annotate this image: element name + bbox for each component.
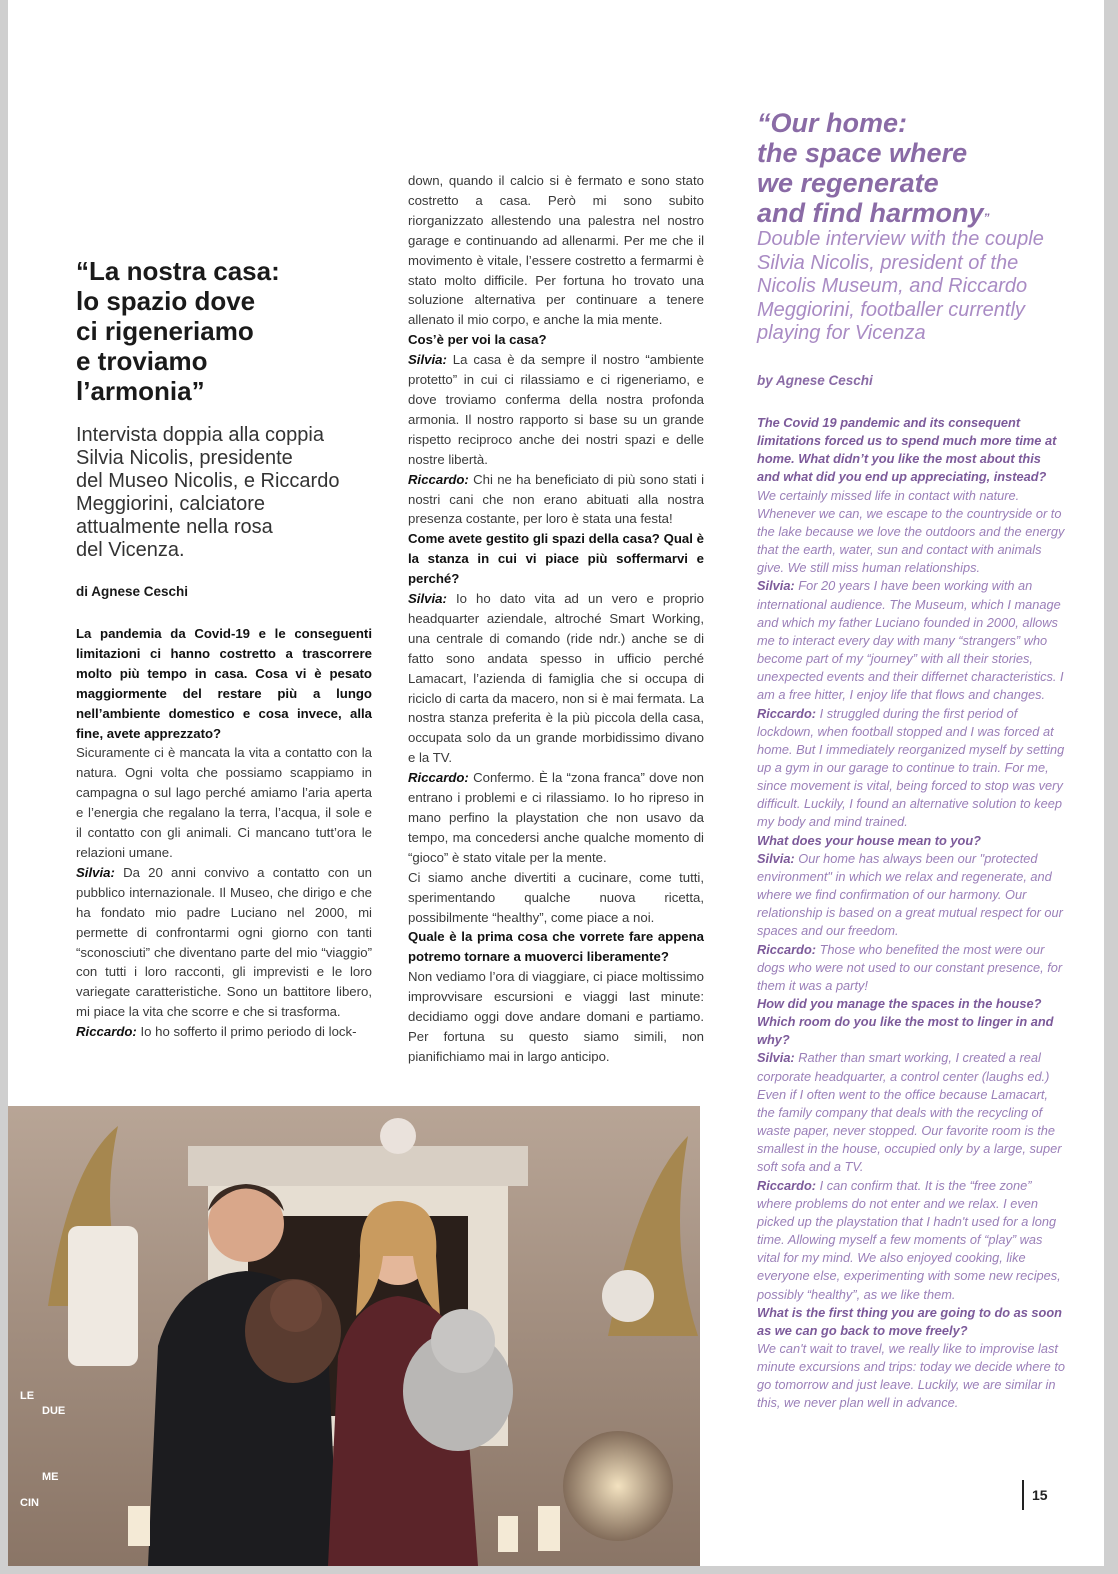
answer-text: Io ho sofferto il primo periodo di lock- — [136, 1024, 357, 1040]
candle — [538, 1506, 560, 1551]
english-subtitle-line: Nicolis Museum, and Riccardo — [757, 275, 1028, 297]
italian-subtitle-line: Meggiorini, calciatore — [76, 493, 265, 515]
answer-text: For 20 years I have been working with an international audience. The Museum, which I manage and which my father Luciano founded in 2000, allows me to interact every day with many “strangers” who become part of my “journey” with all their stories, unexpected events and their differnet characteristics. I am a free hitter, I enjoy life that flows and changes. — [757, 578, 1064, 703]
english-title-line: and find harmony” — [757, 198, 990, 228]
interview-answer: Non vediamo l’ora di viaggiare, ci piace moltissimo improvvisare escursioni e viaggi last minute: decidiamo oggi dove andare domani e partiamo. Per fortuna su questo siamo simili, non pianifichiamo mai in largo anticipo. — [408, 969, 704, 1064]
interview-answer — [757, 1177, 1067, 1304]
italian-title — [76, 256, 376, 406]
italian-subtitle-line: del Museo Nicolis, e Riccardo — [76, 470, 340, 492]
italian-byline: di Agnese Ceschi — [76, 584, 189, 599]
interview-question: Cos’è per voi la casa? — [408, 332, 547, 348]
brown-dog-head — [270, 1280, 322, 1332]
italian-title-line: ci rigeneriamo — [76, 316, 254, 346]
interview-answer — [408, 470, 704, 530]
speaker-label: Silvia: — [757, 578, 795, 594]
italian-title-line: lo spazio dove — [76, 286, 256, 316]
interview-answer: Sicuramente ci è mancata la vita a contatto con la natura. Ogni volta che possiamo scappiamo in campagna o sul lago perché amiamo l’aria aperta e l’energia che regalano la terra, l’acqua, il sole e il contatto con gli animali. Ci mancano tutt’ora le relazioni umane. — [76, 745, 372, 860]
glowing-ornament — [563, 1431, 673, 1541]
interview-answer — [76, 863, 372, 1022]
interview-question: The Covid 19 pandemic and its consequent limitations forced us to spend much more time at home. What didn’t you like the most about this and what did you end up appreciating, instead? — [757, 415, 1057, 485]
speaker-label: Silvia: — [76, 864, 115, 880]
answer-text: La casa è da sempre il nostro “ambiente protetto” in cui ci rilassiamo e ci rigeneriamo, e dove troviamo conferma della nostra profonda armonia. Il nostro rapporto si base su un grande rispetto reciproco anche dei nostri spazi e delle nostre libertà. — [408, 352, 704, 467]
answer-text: Da 20 anni convivo a contatto con un pubblico internazionale. Il Museo, che dirigo e che ha fondato mio padre Luciano nel 2000, mi permette di confrontarmi ogni giorno con tanti “sconosciuti” che diventano parte del mio “viaggio” con tutti i loro racconti, gli imprevisti e le loro variegate caratteristiche. Sono un battitore libero, mi piace la vita che scorre e che si trasforma. — [76, 864, 372, 1020]
interview-answer — [408, 768, 704, 868]
interview-answer — [757, 1049, 1067, 1176]
answer-text: Io ho dato vita ad un vero e proprio headquarter aziendale, altroché Smart Working, una centrale di comando (ride ndr.) anche se di fatto sono andata spesso in ufficio perché Lamacart, l’azienda di famiglia che si occupa di riciclo di carta da macero, non si è mai fermata. La nostra stanza preferita è la più piccola della casa, occupata solo da un grande morbidissimo divano e la TV. — [408, 591, 704, 766]
vase-left — [68, 1226, 138, 1366]
mouse-ornament-top — [380, 1118, 416, 1154]
magazine-page — [8, 0, 1104, 1566]
interview-question: La pandemia da Covid-19 e le conseguenti limitazioni ci hanno costretto a trascorrere molto più tempo in casa. Cosa vi è pesato maggiormente del restare più a lungo nell’ambiente domestico e cosa invece, alla fine, avete apprezzato? — [76, 626, 372, 741]
english-title-line: “Our home: — [757, 108, 908, 138]
speaker-label: Riccardo: — [408, 471, 469, 487]
interview-question: How did you manage the spaces in the house? Which room do you like the most to linger in and why? — [757, 996, 1054, 1048]
speaker-label: Riccardo: — [757, 941, 817, 957]
interview-answer — [757, 705, 1067, 832]
english-subtitle-line: Double interview with the couple — [757, 228, 1044, 250]
italian-subtitle-line: Intervista doppia alla coppia — [76, 424, 324, 446]
interview-answer: Ci siamo anche divertiti a cucinare, come tutti, sperimentando qualche nuova ricetta, possibilmente “healthy”, come piace a noi. — [408, 869, 704, 925]
candle — [498, 1516, 518, 1552]
italian-title-line: l’armonia” — [76, 376, 205, 406]
english-subtitle-line: Meggiorini, footballer currently — [757, 298, 1025, 321]
english-subtitle-line: playing for Vicenza — [757, 322, 926, 344]
sign-letters: DUE — [42, 1405, 66, 1417]
couple-photo-illustration — [8, 1106, 700, 1566]
speaker-label: Silvia: — [757, 1050, 795, 1066]
speaker-label: Riccardo: — [76, 1024, 137, 1040]
speaker-label: Silvia: — [408, 591, 447, 607]
italian-subtitle-line: del Vicenza. — [76, 539, 185, 561]
mantel — [188, 1146, 528, 1186]
answer-text: Rather than smart working, I created a real corporate headquarter, a control center (laughs ed.) Even if I often went to the office because Lamacart, the family company that deals with the recycling of waste paper, never stopped. Our favorite room is the smallest in the house, occupied only by a large, super soft sofa and a TV. — [757, 1050, 1062, 1175]
interview-question: What does your house mean to you? — [757, 832, 981, 848]
speaker-label: Riccardo: — [408, 770, 469, 786]
english-title — [757, 108, 1077, 233]
interview-answer — [757, 577, 1067, 704]
sign-letters: ME — [42, 1471, 59, 1483]
italian-title-line: e troviamo — [76, 346, 208, 376]
answer-text: Confermo. È la “zona franca” dove non entrano i problemi e ci rilassiamo. Io ho ripreso in mano perfino la playstation che non usavo da tempo, ma concedersi anche qualche momento di “gioco” è stato vitale per la mente. — [408, 770, 704, 865]
candle — [128, 1506, 150, 1546]
answer-text: Our home has always been our "protected environment" in which we relax and regenerate, and where we find confirmation of our harmony. Our relationship is based on a great mutual respect for our spaces and our freedom. — [757, 850, 1063, 939]
answer-text: Chi ne ha beneficiato di più sono stati i nostri cani che non erano abituati alla nostra presenza costante, per loro è stata una festa! — [408, 471, 704, 527]
speaker-label: Riccardo: — [757, 705, 817, 721]
english-title-line: we regenerate — [757, 168, 939, 198]
interview-question: Come avete gestito gli spazi della casa? Qual è la stanza in cui vi piace più soffermarvi e perché? — [408, 531, 704, 587]
interview-answer — [408, 589, 704, 768]
english-subtitle-line: Silvia Nicolis, president of the — [757, 251, 1019, 274]
interview-question: What is the first thing you are going to do as soon as we can go back to move freely? — [757, 1304, 1062, 1338]
answer-text: I struggled during the first period of lockdown, when football stopped and I was forced at home. But I immediately reorganized myself by setting up a gym in our garage to continue to train. For me, since movement is vital, being forced to stop was very difficult. Luckily, I found an alternative solution to keep my body and mind trained. — [757, 705, 1065, 830]
interview-answer — [76, 1022, 372, 1042]
english-byline: by Agnese Ceschi — [757, 373, 873, 388]
italian-subtitle-line: Silvia Nicolis, presidente — [76, 447, 293, 469]
couple-photo — [8, 1106, 700, 1566]
english-title-line: the space where — [757, 138, 968, 168]
answer-text: Those who benefited the most were our dogs who were not used to our constant presence, for them it was a party! — [757, 941, 1063, 993]
sign-letters: LE — [20, 1390, 35, 1402]
italian-subtitle-line: attualmente nella rosa — [76, 516, 273, 538]
interview-question: Quale è la prima cosa che vorrete fare appena potremo tornare a muoverci liberamente? — [408, 929, 704, 965]
interview-answer: We certainly missed life in contact with nature. Whenever we can, we escape to the countryside or to the lake because we love the outdoors and the energy that the earth, water, sun and contact with animals give. We still miss human relationships. — [757, 487, 1065, 576]
italian-subtitle — [76, 424, 386, 562]
interview-answer — [757, 850, 1067, 941]
speaker-label: Silvia: — [757, 850, 795, 866]
answer-text: I can confirm that. It is the “free zone” where problems do not enter and we relax. I even picked up the playstation that I hadn't used for a long time. Allowing myself a few moments of “play” was vital for my mind. We also enjoyed cooking, like everyone else, experimenting with some new recipes, possibly “healthy”, as we like them. — [757, 1177, 1061, 1302]
italian-column-2 — [408, 171, 704, 1067]
english-column — [757, 414, 1067, 1413]
mouse-ornament-right — [602, 1270, 654, 1322]
interview-answer — [408, 350, 704, 469]
closing-quote: ” — [983, 211, 990, 225]
interview-answer: We can't wait to travel, we really like to improvise last minute excursions and trips: today we decide where to go tomorrow and just leave. Luckily, we are similar in this, we never plan well in advance. — [757, 1340, 1066, 1411]
sign-letters: CIN — [20, 1497, 39, 1509]
interview-answer — [757, 941, 1067, 995]
speaker-label: Silvia: — [408, 352, 447, 368]
grey-poodle-head — [431, 1309, 495, 1373]
page-number: 15 — [1022, 1480, 1048, 1510]
interview-answer: down, quando il calcio si è fermato e sono stato costretto a casa. Però mi sono subito riorganizzato allestendo una palestra nel nostro garage e continuando ad allenarmi. Per me che il movimento è vitale, l’essere costretto a fermarmi è stato molto difficile. Per fortuna ho trovato una soluzione alternativa per continuare a tenere allenato il mio corpo, e anche la mia mente. — [408, 173, 704, 328]
italian-title-line: “La nostra casa: — [76, 256, 280, 286]
speaker-label: Riccardo: — [757, 1177, 817, 1193]
english-subtitle — [757, 228, 1067, 346]
italian-column-1 — [76, 624, 372, 1042]
